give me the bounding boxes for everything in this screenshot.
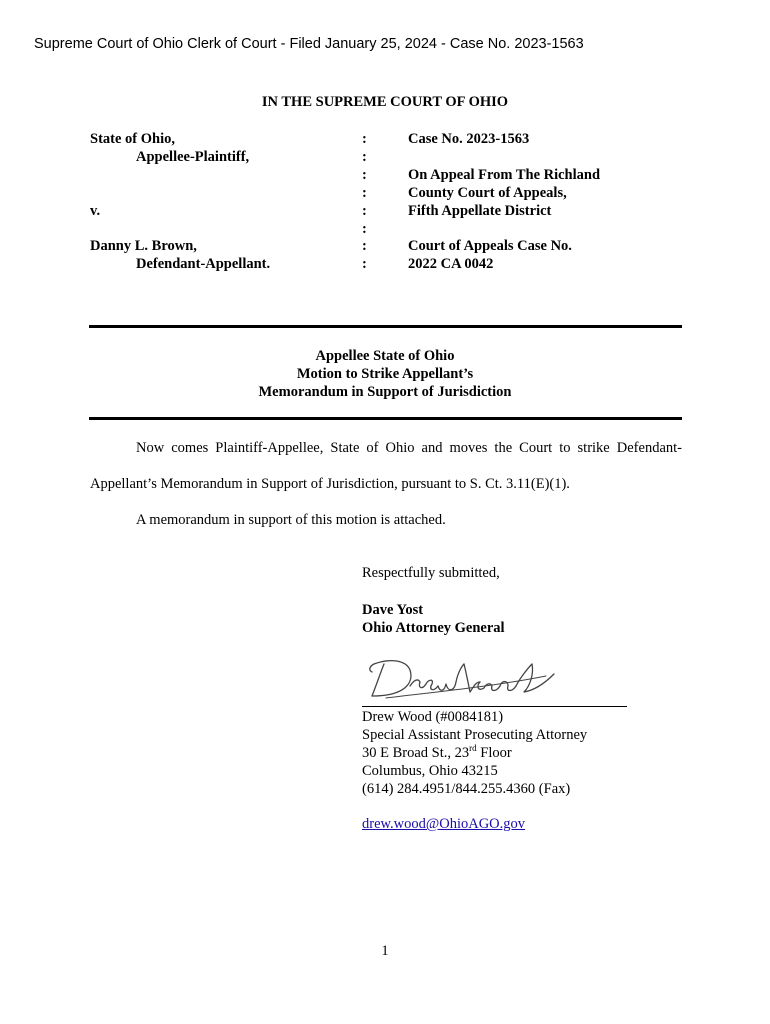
street-address-ordinal: rd <box>469 743 477 753</box>
email-link[interactable]: drew.wood@OhioAGO.gov <box>362 816 526 832</box>
appeal-line-3: Fifth Appellate District <box>408 203 552 219</box>
motion-title-line-1: Appellee State of Ohio <box>315 348 455 364</box>
appeal-line-2: County Court of Appeals, <box>408 185 567 201</box>
street-address-suffix: Floor <box>476 745 512 761</box>
motion-title-line-3: Memorandum in Support of Jurisdiction <box>258 384 512 400</box>
street-address <box>362 744 512 762</box>
title-bottom-rule <box>89 417 682 420</box>
phone-fax: (614) 284.4951/844.255.4360 (Fax) <box>362 781 571 797</box>
body-paragraph-1-line-2: Appellant’s Memorandum in Support of Jurisdiction, pursuant to S. Ct. 3.11(E)(1). <box>90 476 570 492</box>
caption-party1-name: State of Ohio, <box>90 131 175 147</box>
filing-header: Supreme Court of Ohio Clerk of Court - Filed January 25, 2024 - Case No. 2023-1563 <box>34 36 584 52</box>
caption-separator: : <box>362 203 367 219</box>
court-heading: IN THE SUPREME COURT OF OHIO <box>261 94 509 110</box>
closing: Respectfully submitted, <box>362 565 500 581</box>
attorney-general-title: Ohio Attorney General <box>362 620 505 636</box>
appeal-line-1: On Appeal From The Richland <box>408 167 601 183</box>
motion-title-line-2: Motion to Strike Appellant’s <box>296 366 474 382</box>
street-address-prefix: 30 E Broad St., 23 <box>362 745 470 761</box>
signer-title: Special Assistant Prosecuting Attorney <box>362 727 588 743</box>
caption-separator: : <box>362 167 367 183</box>
caption-party2-role: Defendant-Appellant. <box>136 256 271 272</box>
caption-separator: : <box>362 185 367 201</box>
body-paragraph-2: A memorandum in support of this motion is attached. <box>136 512 446 528</box>
court-of-appeals-case-label: Court of Appeals Case No. <box>408 238 572 254</box>
court-of-appeals-case-number: 2022 CA 0042 <box>408 256 494 272</box>
handwritten-signature <box>366 652 566 704</box>
caption-party1-role: Appellee-Plaintiff, <box>136 149 250 165</box>
caption-versus: v. <box>90 203 101 219</box>
title-top-rule <box>89 325 682 328</box>
body-paragraph-1-line-1: Now comes Plaintiff-Appellee, State of Ohio and moves the Court to strike Defendant- <box>136 440 682 456</box>
caption-party2-name: Danny L. Brown, <box>90 238 197 254</box>
signer-name: Drew Wood (#0084181) <box>362 709 504 725</box>
city-state-zip: Columbus, Ohio 43215 <box>362 763 498 779</box>
caption-separator: : <box>362 256 367 272</box>
caption-separator: : <box>362 149 367 165</box>
signature-line <box>362 706 627 707</box>
caption-separator: : <box>362 238 367 254</box>
attorney-general-name: Dave Yost <box>362 602 424 618</box>
page-number: 1 <box>381 943 389 959</box>
caption-separator: : <box>362 221 367 237</box>
case-number: Case No. 2023-1563 <box>408 131 530 147</box>
caption-separator: : <box>362 131 367 147</box>
